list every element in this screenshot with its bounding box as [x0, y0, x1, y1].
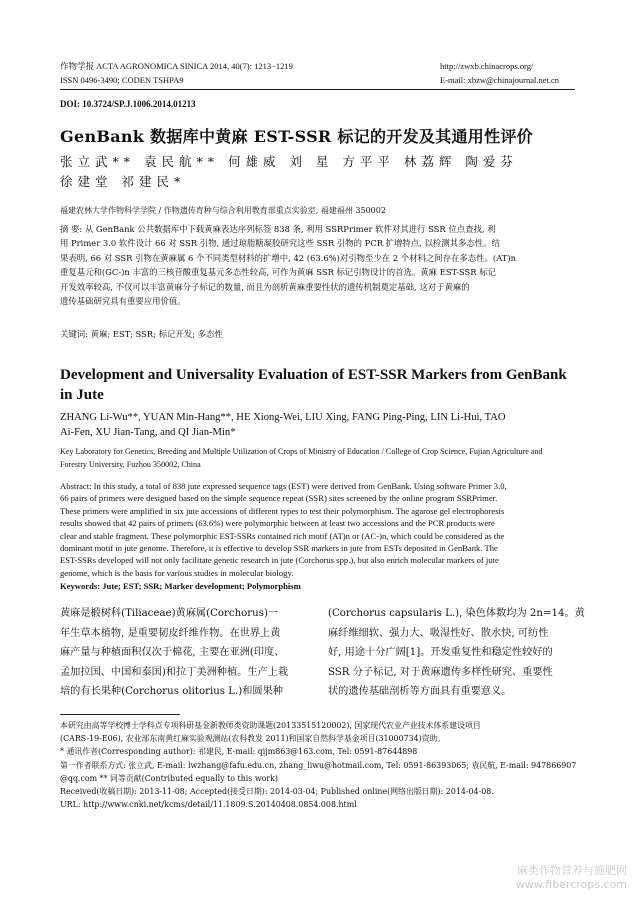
en-authors-line1: ZHANG Li-Wu**, YUAN Min-Hang**, HE Xiong-Wei, LIU Xing, FANG Ping-Ping, LIN Li-Hui, TAO [60, 412, 506, 423]
footnote-rule [60, 714, 180, 715]
body-line: 年生草本植物, 是重要韧皮纤维作物。在世界上黄 [60, 627, 281, 639]
cn-abstract-line: 摘 要: 从 GenBank 公共数据库中下载黄麻表达序列标签 838 条, 利用 SSRPrimer 软件对其进行 SSR 位点查找, 利 [60, 224, 496, 234]
watermark-url: www.fibercrops.com [515, 878, 627, 891]
en-abstract-line: These primers were amplified in six jute accessions of different types to test their polymorphism. The agarose gel electrophoresis [60, 505, 505, 516]
en-affiliation-line1: Key Laboratory for Genetics, Breeding and Multiple Utilization of Crops of Ministry of Education / College of Crop Science, Fujian Agriculture and [60, 447, 543, 456]
en-abstract-line: genome, which is the basis for various studies in molecular biology. [60, 567, 294, 578]
cn-abstract-line: 果表明, 66 对 SSR 引物在黄麻属 6 个不同类型材料的扩增中, 42 (63.6%)对引物至少在 2 个材料之间存在多态性。(AT)n [60, 252, 517, 263]
footnote-line[interactable]: URL: http://www.cnki.net/kcms/detail/11.1809.S.20140408.0854.008.html [60, 800, 357, 810]
body-line: 麻纤维细软、强力大、吸湿性好、散水快, 可纺性 [328, 627, 549, 639]
cn-abstract-line: 重复基元和(GC-)n 丰富的三核苷酸重复基元多态性较高, 可作为黄麻 SSR 标记引物设计的首选。黄麻 EST-SSR 标记 [60, 267, 496, 278]
footnotes [60, 719, 585, 811]
en-title-line1: Development and Universality Evaluation of EST-SSR Markers from GenBank [60, 367, 567, 383]
cn-title: GenBank 数据库中黄麻 EST-SSR 标记的开发及其通用性评价 [60, 127, 534, 146]
en-abstract-line: 66 pairs of primers were designed based on the simple sequence repeat (SSR) sites screened by the online program SSRPrimer. [60, 493, 498, 504]
en-abstract-line: dominant motif in jute genome. Therefore, it is effective to develop SSR markers in jute from ESTs deposited in GenBank. The [60, 543, 498, 554]
cn-abstract-line: 用 Primer 3.0 软件设计 66 对 SSR 引物, 通过琼脂糖凝胶研究这些 SSR 引物的 PCR 扩增特点, 以检测其多态性。结 [60, 238, 500, 249]
body-line: 麻产量与种植面积仅次于棉花, 主要在亚洲(印度、 [60, 647, 285, 659]
journal-line: 作物学报 ACTA AGRONOMICA SINICA 2014, 40(7): 1213−1219 [60, 61, 293, 71]
footnote-line: (CARS-19-E06), 农业部东南黄红麻实验观测站(农科教发 2011)和国家自然科学基金项目(31000734)资助。 [60, 734, 446, 744]
footnote-line: 本研究由高等学校博士学科点专项科研基金新教师类资助课题(20133515120002), 国家现代农业产业技术体系建设项目 [60, 721, 481, 730]
body-line: 孟加拉国、中国和泰国)和拉丁美洲种植。生产上栽 [60, 666, 289, 678]
en-abstract [60, 480, 580, 579]
body-line: 黄麻是椴树科(Tiliaceae)黄麻属(Corchorus)一 [60, 608, 279, 619]
en-abstract-line: Abstract: In this study, a total of 838 jute expressed sequence tags (EST) were derived from GenBank. Using software Primer 3.0, [60, 481, 507, 491]
en-authors [60, 410, 580, 440]
cn-abstract-line: 开发效率较高, 不仅可以丰富黄麻分子标记的数量, 而且为剖析黄麻重要性状的遗传机制奠定基础, 这对于黄麻的 [60, 281, 470, 292]
en-keywords: Keywords: Jute; EST; SSR; Marker development; Polymorphism [60, 581, 301, 591]
en-title [60, 365, 580, 405]
en-title-line2: in Jute [60, 387, 104, 403]
header-rule [60, 89, 575, 90]
footnote-line: * 通讯作者(Corresponding author): 祁建民, E-mail: qijm863@163.com, Tel: 0591-87644898 [60, 747, 418, 757]
en-abstract-line: clear and stable fragment. These polymorphic EST-SSRs contained rich motif (AT)n or (AC-)n, which could be considered as the [60, 530, 505, 541]
cn-authors-line1: 张立武** 袁民航** 何雄威 刘 星 方平平 林荔辉 陶爱芬 [60, 154, 518, 169]
en-authors-line2: Ai-Fen, XU Jian-Tang, and QI Jian-Min* [60, 427, 236, 438]
cn-keywords: 关键词: 黄麻; EST; SSR; 标记开发; 多态性 [60, 329, 223, 339]
body-line: (Corchorus capsularis L.), 染色体数均为 2n=14。黄 [328, 608, 585, 619]
body-line: 好, 用途十分广阔[1]。开发重复性和稳定性较好的 [328, 647, 553, 659]
body-line: SSR 分子标记, 对于黄麻遗传多样性研究、重要性 [328, 666, 553, 678]
body-line: 状的遗传基础剖析等方面具有重要意义。 [328, 686, 512, 698]
footnote-line: @qq.com ** 同等贡献(Contributed equally to this work) [60, 773, 278, 783]
journal-url[interactable]: http://zwxb.chinacrops.org/ [440, 61, 534, 71]
cn-abstract [60, 222, 580, 308]
cn-affiliation: 福建农林大学作物科学学院 / 作物遗传育种与综合利用教育部重点实验室, 福建福州 350002 [60, 206, 386, 215]
body-right-column [328, 604, 586, 702]
en-affiliation [60, 446, 585, 471]
footnote-line: Received(收稿日期): 2013-11-08; Accepted(接受日期): 2014-03-04; Published online(网络出版日期): 2014-04-08. [60, 787, 494, 797]
en-abstract-line: EST-SSRs developed will not only facilitate genetic research in jute (Corchorus spp.), but also enrich molecular markers of jute [60, 555, 499, 566]
en-affiliation-line2: Forestry University, Fuzhou 350002, China [60, 459, 201, 469]
watermark-cn: 麻类作物营养与施肥网 [517, 864, 627, 877]
footnote-line: 第一作者联系方式: 张立武, E-mail: lwzhang@fafu.edu.cn, zhang_liwu@hotmail.com, Tel: 0591-86393065; 袁民航, E-mail: 947866907 [60, 760, 577, 770]
body-line: 培的有长果种(Corchorus olitorius L.)和圆果种 [60, 686, 283, 698]
en-abstract-line: results showed that 42 pairs of primers (63.6%) were polymorphic between at least two accessions and the PCR products were [60, 518, 495, 529]
issn-line: ISSN 0496-3490; CODEN TSHPA9 [60, 75, 184, 85]
journal-email[interactable]: E-mail: xbzw@chinajournal.net.cn [440, 75, 559, 85]
doi[interactable]: DOI: 10.3724/SP.J.1006.2014.01213 [60, 99, 196, 109]
cn-abstract-line: 遗传基础研究具有重要应用价值。 [60, 296, 186, 307]
cn-authors-line2: 徐建堂 祁建民* [60, 174, 186, 189]
body-left-column [60, 604, 318, 702]
